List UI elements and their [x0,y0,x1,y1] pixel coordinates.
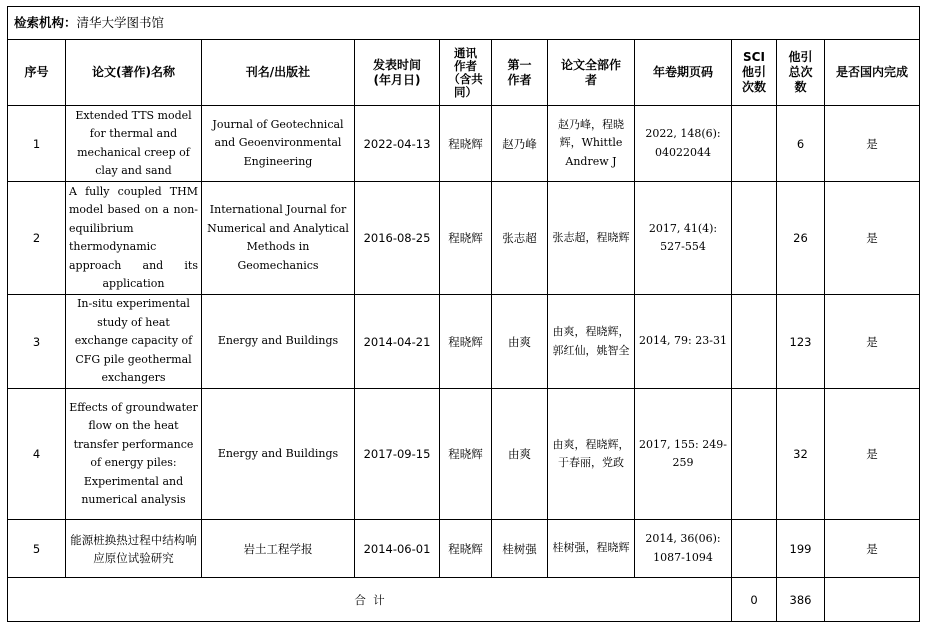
cell-title: A fully coupled THM model based on a non-equilibrium thermodynamic approach and its application [66,182,202,295]
org-label: 检索机构： [14,15,77,30]
header-journal: 刊名/出版社 [202,40,355,106]
org-cell [8,7,920,40]
cell-pages: 2022, 148(6): 04022044 [635,106,732,182]
cell-corr-author: 程晓辉 [440,389,492,520]
cell-corr-author: 程晓辉 [440,106,492,182]
cell-pages: 2014, 79: 23-31 [635,295,732,389]
cell-total: 32 [777,389,825,520]
header-date: 发表时间 (年月日) [355,40,440,106]
cell-title: In-situ experimental study of heat exchange capacity of CFG pile geothermal exchangers [66,295,202,389]
header-first-author: 第一 作者 [492,40,548,106]
citation-report [7,6,919,622]
total-empty [825,578,920,622]
header-no: 序号 [8,40,66,106]
cell-authors: 桂树强，程晓辉 [548,520,635,578]
table-row [8,106,920,182]
cell-journal: International Journal for Numerical and Analytical Methods in Geomechanics [202,182,355,295]
header-total-citations: 他引 总次 数 [777,40,825,106]
cell-first-author: 张志超 [492,182,548,295]
header-row [8,40,920,106]
cell-corr-author: 程晓辉 [440,520,492,578]
cell-no: 5 [8,520,66,578]
table-row [8,389,920,520]
cell-first-author: 由爽 [492,295,548,389]
header-domestic: 是否国内完成 [825,40,920,106]
cell-pages: 2014, 36(06): 1087-1094 [635,520,732,578]
cell-first-author: 赵乃峰 [492,106,548,182]
cell-journal: Energy and Buildings [202,295,355,389]
cell-domestic: 是 [825,182,920,295]
cell-no: 2 [8,182,66,295]
cell-authors: 由爽，程晓辉，郭红仙，姚智全 [548,295,635,389]
cell-total: 123 [777,295,825,389]
cell-pages: 2017, 155: 249-259 [635,389,732,520]
cell-authors: 张志超，程晓辉 [548,182,635,295]
org-row [8,7,920,40]
table-row [8,295,920,389]
cell-domestic: 是 [825,520,920,578]
cell-sci [732,295,777,389]
cell-sci [732,182,777,295]
table-row [8,182,920,295]
cell-authors: 赵乃峰，程晓辉，Whittle Andrew J [548,106,635,182]
total-label-text: 合 计 [354,592,385,607]
org-value: 清华大学图书馆 [76,15,165,30]
total-sci: 0 [732,578,777,622]
total-row [8,578,920,622]
header-pages: 年卷期页码 [635,40,732,106]
cell-no: 1 [8,106,66,182]
cell-domestic: 是 [825,106,920,182]
cell-title: Effects of groundwater flow on the heat transfer performance of energy piles: Experimental and numerical analysis [66,389,202,520]
header-all-authors: 论文全部作 者 [548,40,635,106]
cell-total: 6 [777,106,825,182]
total-label [8,578,732,622]
cell-no: 3 [8,295,66,389]
table-row [8,520,920,578]
header-title: 论文(著作)名称 [66,40,202,106]
header-sci-citations: SCI 他引 次数 [732,40,777,106]
cell-journal: 岩土工程学报 [202,520,355,578]
cell-date: 2017-09-15 [355,389,440,520]
cell-no: 4 [8,389,66,520]
cell-domestic: 是 [825,389,920,520]
cell-corr-author: 程晓辉 [440,182,492,295]
cell-date: 2014-06-01 [355,520,440,578]
cell-sci [732,106,777,182]
cell-first-author: 桂树强 [492,520,548,578]
cell-corr-author: 程晓辉 [440,295,492,389]
cell-journal: Energy and Buildings [202,389,355,520]
cell-date: 2014-04-21 [355,295,440,389]
cell-date: 2022-04-13 [355,106,440,182]
cell-date: 2016-08-25 [355,182,440,295]
cell-title: Extended TTS model for thermal and mechanical creep of clay and sand [66,106,202,182]
header-corr-author: 通讯 作者 （含共 同） [440,40,492,106]
cell-sci [732,389,777,520]
cell-domestic: 是 [825,295,920,389]
citation-table [7,6,920,622]
cell-journal: Journal of Geotechnical and Geoenvironmental Engineering [202,106,355,182]
cell-total: 26 [777,182,825,295]
cell-sci [732,520,777,578]
cell-first-author: 由爽 [492,389,548,520]
cell-title: 能源桩换热过程中结构响应原位试验研究 [66,520,202,578]
cell-pages: 2017, 41(4): 527-554 [635,182,732,295]
cell-total: 199 [777,520,825,578]
total-citations: 386 [777,578,825,622]
cell-authors: 由爽，程晓辉，于春丽，党政 [548,389,635,520]
